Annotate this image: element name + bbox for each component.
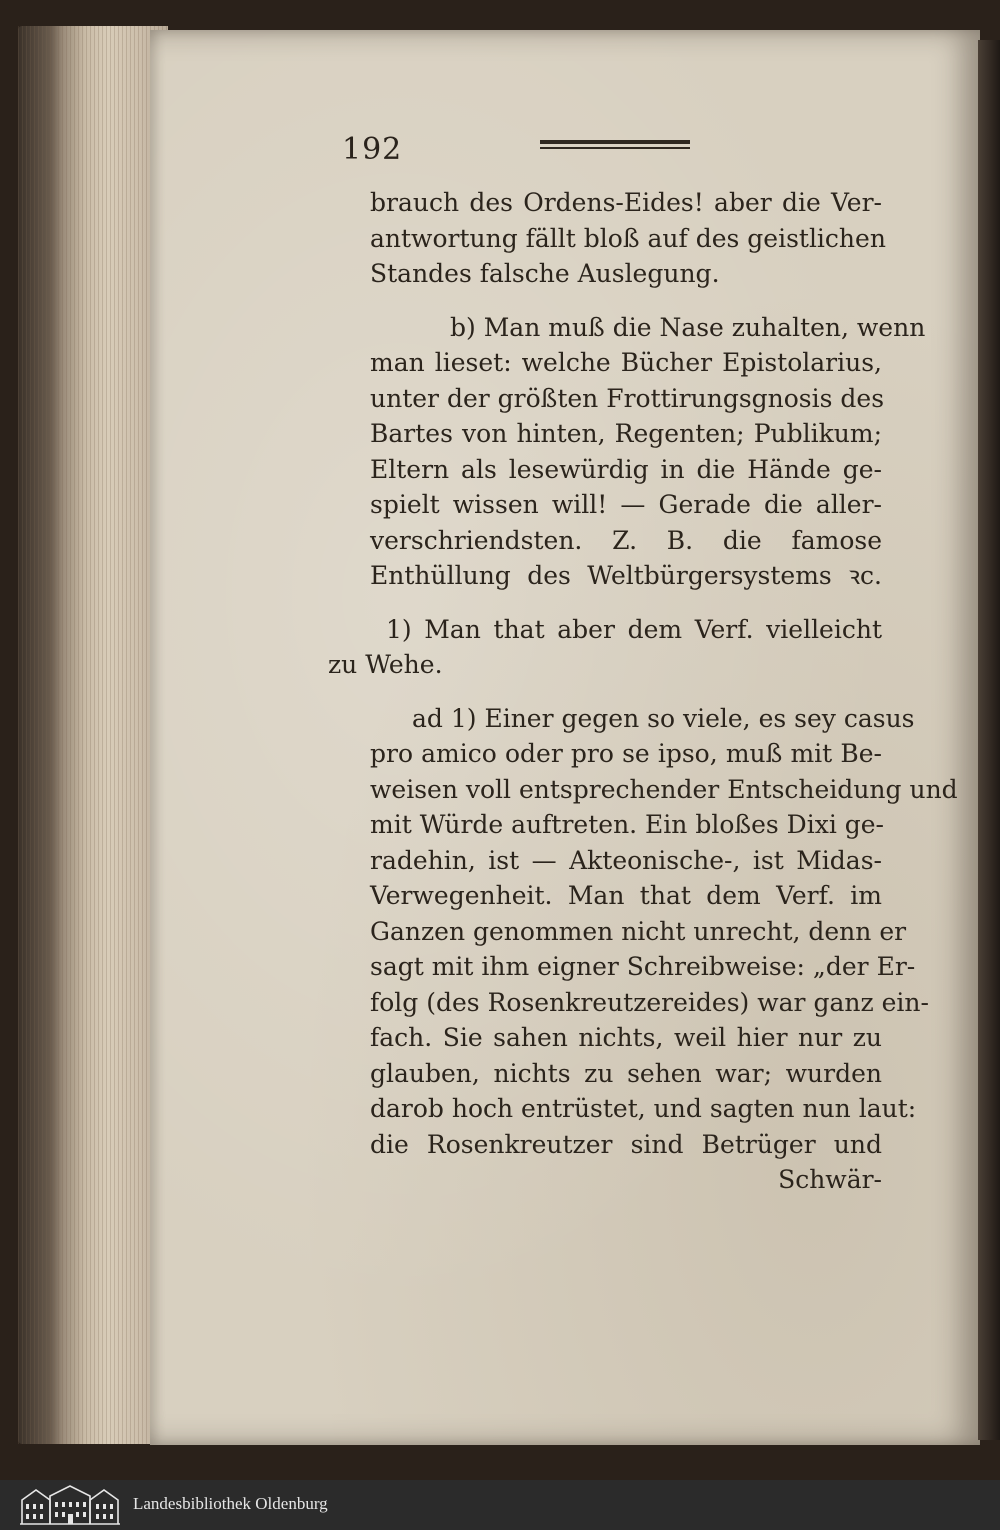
text-line: Standes falsche Auslegung.	[370, 259, 720, 288]
text-line: fach. Sie sahen nichts, weil hier nur zu	[370, 1023, 882, 1052]
text-line: sagt mit ihm eigner Schreibweise: „der Er-	[370, 952, 916, 981]
text-line: die Rosenkreutzer sind Betrüger und	[370, 1129, 882, 1159]
library-building-icon	[18, 1484, 122, 1526]
binding-shadow	[978, 40, 1000, 1440]
text-line: ad 1) Einer gegen so viele, es sey casus	[412, 703, 915, 733]
text-line: Verwegenheit. Man that dem Verf. im	[370, 881, 882, 910]
text-line: antwortung fällt bloß auf des geistlichen	[370, 223, 886, 253]
body-text	[328, 185, 958, 1198]
text-line: brauch des Ordens-Eides! aber die Ver-	[370, 188, 882, 217]
header-rule	[540, 140, 690, 149]
catchword: Schwär-	[778, 1165, 882, 1194]
text-line: darob hoch entrüstet, und sagten nun laut:	[370, 1094, 917, 1123]
text-line: Ganzen genommen nicht unrecht, denn er	[370, 916, 907, 946]
text-line: b) Man muß die Nase zuhalten, wenn	[450, 312, 926, 342]
page-number: 192	[342, 132, 403, 167]
text-line: 1) Man that aber dem Verf. vielleicht	[386, 614, 882, 644]
text-line: glauben, nichts zu sehen war; wurden	[370, 1058, 882, 1088]
text-line: pro amico oder pro se ipso, muß mit Be-	[370, 739, 882, 768]
library-name: Landesbibliothek Oldenburg	[133, 1494, 328, 1513]
text-line: verschriendsten. Z. B. die famose	[370, 525, 882, 555]
text-line: radehin, ist — Akteonische-, ist Midas-	[370, 845, 882, 875]
text-line: man lieset: welche Bücher Epistolarius,	[370, 348, 882, 377]
text-line: Eltern als lesewürdig in die Hände ge-	[370, 454, 882, 484]
text-line: zu Wehe.	[328, 650, 443, 679]
text-line: spielt wissen will! — Gerade die aller-	[370, 490, 882, 519]
text-line: Bartes von hinten, Regenten; Publikum;	[370, 419, 882, 448]
text-line: weisen voll entsprechender Entscheidung und	[370, 774, 958, 804]
text-line: mit Würde auftreten. Ein bloßes Dixi ge-	[370, 810, 885, 839]
text-line: unter der größten Frottirungsgnosis des	[370, 383, 885, 413]
text-line: folg (des Rosenkreutzereides) war ganz ein-	[370, 987, 929, 1017]
book-page-edges	[18, 26, 168, 1444]
footer-bar	[0, 1480, 1000, 1530]
text-line: Enthüllung des Weltbürgersystems ꝛc.	[370, 561, 882, 590]
